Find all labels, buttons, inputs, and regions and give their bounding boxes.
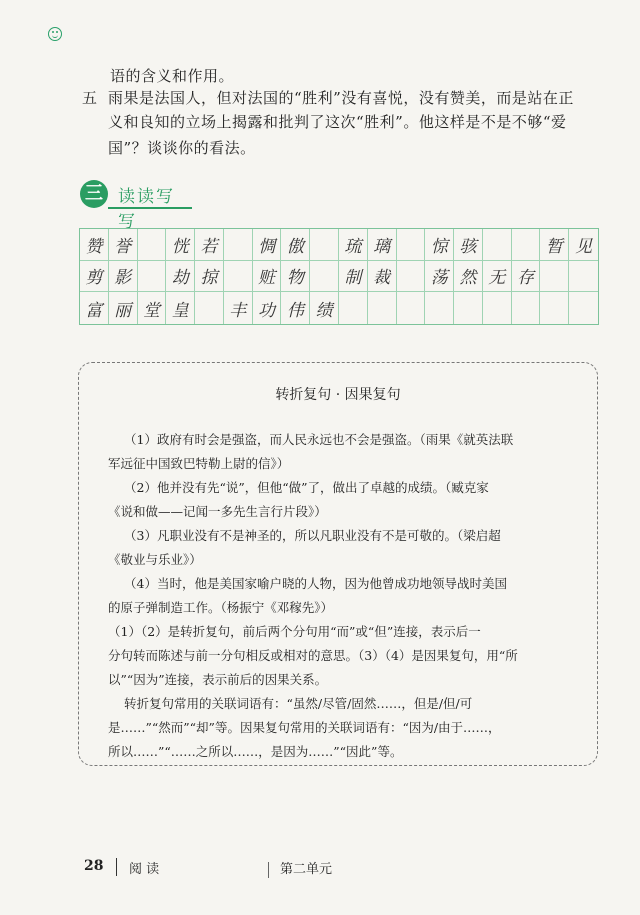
word-grid-cell <box>310 261 339 293</box>
word-grid <box>79 228 599 325</box>
footer-unit: 第二单元 <box>280 862 333 877</box>
word-grid-cell: 傲 <box>281 229 310 261</box>
example-3-line-1: （3）凡职业没有不是神圣的，所以凡职业没有不是可敬的。（梁启超 <box>124 528 501 543</box>
word-grid-cell <box>569 292 598 324</box>
word-grid-cell <box>483 229 512 261</box>
example-1-line-2: 军远征中国致巴特勒上尉的信》） <box>108 456 290 471</box>
word-grid-cell: 若 <box>195 229 224 261</box>
word-grid-cell <box>397 292 426 324</box>
word-grid-cell: 劫 <box>166 261 195 293</box>
word-grid-cell: 裁 <box>368 261 397 293</box>
footer-section-name: 阅 读 <box>129 862 160 877</box>
footer-divider <box>116 858 117 876</box>
word-grid-cell: 誉 <box>109 229 138 261</box>
example-1-line-1: （1）政府有时会是强盗，而人民永远也不会是强盗。（雨果《就英法联 <box>124 432 514 447</box>
word-grid-cell: 存 <box>512 261 541 293</box>
section-title: 读读写写 <box>118 187 175 232</box>
word-grid-cell: 惆 <box>253 229 282 261</box>
question-intro-tail: 语的含义和作用。 <box>110 67 235 85</box>
word-grid-cell: 惊 <box>425 229 454 261</box>
question-5-line-2: 义和良知的立场上揭露和批判了这次“胜利”。他这样是不是不够“爱 <box>108 113 567 131</box>
question-5-line-3: 国”？谈谈你的看法。 <box>108 139 256 157</box>
word-grid-cell <box>397 261 426 293</box>
summary-line-3: 所以……”“……之所以……，是因为……”“因此”等。 <box>108 744 403 759</box>
word-grid-cell: 琉 <box>339 229 368 261</box>
section-underline <box>108 207 192 209</box>
word-grid-cell <box>512 292 541 324</box>
word-grid-cell: 无 <box>483 261 512 293</box>
word-grid-cell <box>339 292 368 324</box>
word-grid-cell <box>454 292 483 324</box>
word-grid-cell: 堂 <box>138 292 167 324</box>
word-grid-cell <box>425 292 454 324</box>
summary-line-1: 转折复句常用的关联词语有：“虽然/尽管/固然……，但是/但/可 <box>124 696 473 711</box>
word-grid-cell: 皇 <box>166 292 195 324</box>
explanation-line-1: （1）（2）是转折复句，前后两个分句用“而”或“但”连接，表示后一 <box>108 624 481 639</box>
word-grid-cell: 暂 <box>540 229 569 261</box>
example-4-line-1: （4）当时，他是美国家喻户晓的人物，因为他曾成功地领导战时美国 <box>124 576 507 591</box>
word-grid-cell: 赃 <box>253 261 282 293</box>
word-grid-cell: 影 <box>109 261 138 293</box>
question-5-line-1: 雨果是法国人，但对法国的“胜利”没有喜悦，没有赞美，而是站在正 <box>108 89 574 107</box>
word-grid-cell: 骇 <box>454 229 483 261</box>
word-grid-cell: 荡 <box>425 261 454 293</box>
question-5-number: 五 <box>82 89 98 107</box>
word-grid-cell <box>483 292 512 324</box>
word-grid-cell: 恍 <box>166 229 195 261</box>
word-grid-cell: 掠 <box>195 261 224 293</box>
word-grid-cell: 赞 <box>80 229 109 261</box>
word-grid-cell: 璃 <box>368 229 397 261</box>
word-grid-cell: 丰 <box>224 292 253 324</box>
page-number: 28 <box>84 858 104 874</box>
word-grid-cell <box>397 229 426 261</box>
word-grid-cell: 然 <box>454 261 483 293</box>
summary-line-2: 是……”“然而”“却”等。因果复句常用的关联词语有：“因为/由于……， <box>108 720 501 735</box>
word-grid-cell <box>310 229 339 261</box>
section-number-icon: 三 <box>80 180 108 208</box>
word-grid-cell: 绩 <box>310 292 339 324</box>
word-grid-cell <box>569 261 598 293</box>
word-grid-cell: 功 <box>253 292 282 324</box>
example-3-line-2: 《敬业与乐业》） <box>108 552 202 567</box>
word-grid-cell <box>368 292 397 324</box>
word-grid-cell <box>224 261 253 293</box>
word-grid-cell <box>512 229 541 261</box>
explanation-line-2: 分句转而陈述与前一分句相反或相对的意思。（3）（4）是因果复句，用“所 <box>108 648 518 663</box>
word-grid-cell <box>138 229 167 261</box>
word-grid-cell <box>195 292 224 324</box>
section-header <box>80 180 192 232</box>
explanation-line-3: 以”“因为”连接，表示前后的因果关系。 <box>108 672 328 687</box>
word-grid-cell: 富 <box>80 292 109 324</box>
example-2-line-2: 《说和做——记闻一多先生言行片段》） <box>108 504 327 519</box>
word-grid-cell <box>138 261 167 293</box>
grammar-box-title: 转折复句 · 因果复句 <box>275 387 401 403</box>
word-grid-cell <box>540 292 569 324</box>
word-grid-cell: 剪 <box>80 261 109 293</box>
word-grid-cell: 伟 <box>281 292 310 324</box>
word-grid-cell: 丽 <box>109 292 138 324</box>
footer-divider-2 <box>268 862 269 878</box>
word-grid-cell: 物 <box>281 261 310 293</box>
example-4-line-2: 的原子弹制造工作。（杨振宁《邓稼先》） <box>108 600 334 615</box>
example-2-line-1: （2）他并没有先“说”，但他“做”了，做出了卓越的成绩。（臧克家 <box>124 480 489 495</box>
word-grid-cell: 见 <box>569 229 598 261</box>
word-grid-cell <box>224 229 253 261</box>
word-grid-cell: 制 <box>339 261 368 293</box>
smiley-icon <box>48 27 62 41</box>
word-grid-cell <box>540 261 569 293</box>
